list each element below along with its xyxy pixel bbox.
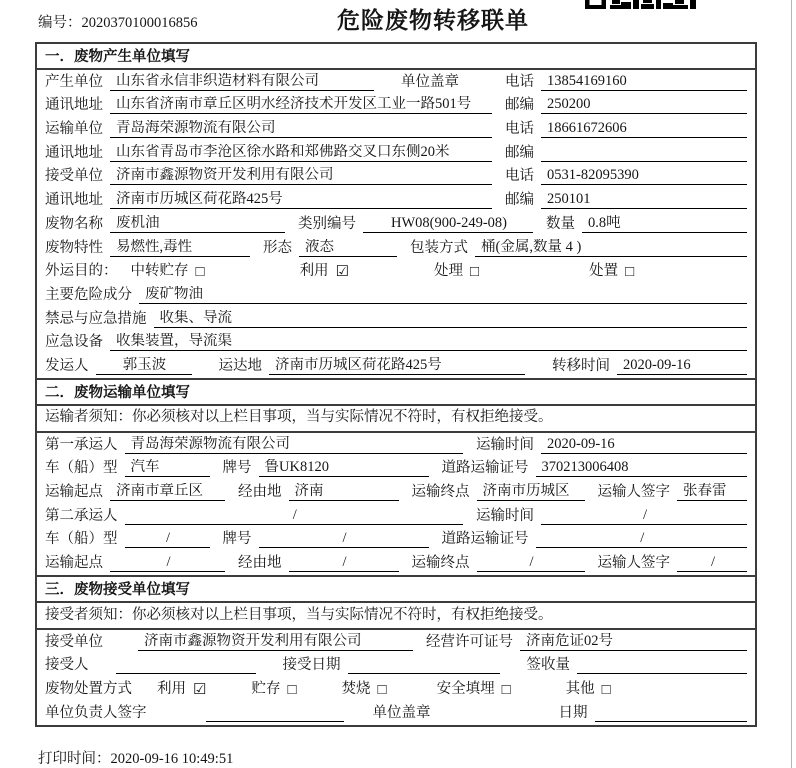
field-label: 运输时间 bbox=[476, 436, 534, 453]
form-row bbox=[37, 141, 755, 165]
checkbox-field bbox=[251, 681, 296, 698]
field-value: 郭玉波 bbox=[96, 357, 192, 375]
checkbox-label: 安全填埋 bbox=[436, 681, 495, 698]
field-value: 济南市历城区荷花路425号 bbox=[110, 191, 492, 209]
checkbox-field bbox=[434, 263, 479, 280]
field-label: 牌号 bbox=[222, 460, 252, 477]
field-label: 运输时间 bbox=[476, 507, 534, 524]
field-label: 电话 bbox=[505, 73, 534, 90]
field-label: 邮编 bbox=[505, 144, 534, 161]
checkbox-unchecked-icon: □ bbox=[601, 682, 611, 699]
field-value: 济南 bbox=[289, 483, 399, 501]
form-row bbox=[37, 551, 755, 575]
form-row bbox=[37, 212, 755, 236]
field-value: 山东省永信非织造材料有限公司 bbox=[110, 73, 374, 91]
form-row bbox=[37, 70, 755, 94]
field-label: 形态 bbox=[263, 239, 292, 256]
checkbox-label: 利用 bbox=[157, 681, 186, 698]
field-label: 废物名称 bbox=[45, 215, 103, 232]
field-label: 道路运输证号 bbox=[441, 460, 529, 477]
checkbox-unchecked-icon: □ bbox=[195, 264, 205, 281]
field-label: 发运人 bbox=[45, 357, 89, 374]
field-label: 运输人签字 bbox=[597, 555, 670, 572]
field-value: / bbox=[536, 530, 748, 548]
field-label: 产生单位 bbox=[45, 73, 103, 90]
checkbox-label: 利用 bbox=[299, 263, 329, 280]
field-value: / bbox=[289, 554, 399, 572]
checkbox-field bbox=[157, 681, 206, 698]
form-row bbox=[37, 654, 755, 678]
page-title: 危险废物转移联单 bbox=[337, 8, 529, 33]
section-title: 一．废物产生单位填写 bbox=[37, 44, 755, 70]
carrier-notice bbox=[37, 406, 755, 433]
static-text: 单位盖章 bbox=[401, 73, 459, 90]
field-value: 废机油 bbox=[110, 215, 285, 233]
field-label: 包装方式 bbox=[410, 239, 468, 256]
field-label: 单位负责人签字 bbox=[45, 704, 147, 721]
field-value: 山东省青岛市李沧区徐水路和郑佛路交叉口东侧20米 bbox=[110, 144, 492, 162]
field-value: 2020-09-16 bbox=[617, 357, 747, 375]
field-label: 车（船）型 bbox=[45, 531, 118, 548]
field-label: 数量 bbox=[546, 215, 575, 232]
form-row bbox=[37, 307, 755, 331]
field-value bbox=[541, 144, 747, 162]
field-value: 青岛海荣源物流有限公司 bbox=[110, 120, 492, 138]
checkbox-unchecked-icon: □ bbox=[377, 682, 387, 699]
checkbox-unchecked-icon: □ bbox=[501, 682, 511, 699]
field-label: 接受日期 bbox=[282, 657, 341, 674]
field-value: 0.8吨 bbox=[582, 215, 747, 233]
field-label: 运输单位 bbox=[45, 121, 103, 138]
form-section bbox=[37, 378, 755, 575]
field-label: 牌号 bbox=[222, 531, 252, 548]
checkbox-label: 贮存 bbox=[251, 681, 281, 698]
field-label: 通讯地址 bbox=[45, 144, 103, 161]
field-value: / bbox=[259, 530, 429, 548]
field-value: 济南市历城区荷花路425号 bbox=[269, 357, 525, 375]
form-row bbox=[37, 630, 755, 654]
field-value: 液态 bbox=[299, 239, 397, 257]
field-value bbox=[595, 704, 748, 722]
field-label: 通讯地址 bbox=[45, 192, 103, 209]
field-label: 邮编 bbox=[505, 192, 534, 209]
field-label: 转移时间 bbox=[552, 357, 610, 374]
checkbox-field bbox=[300, 263, 349, 280]
field-label: 道路运输证号 bbox=[441, 531, 529, 548]
checkbox-field bbox=[131, 263, 205, 280]
static-text: 单位盖章 bbox=[372, 704, 431, 721]
checkbox-label: 焚烧 bbox=[341, 681, 371, 698]
field-label: 废物特性 bbox=[45, 239, 103, 256]
field-value: / bbox=[125, 530, 210, 548]
form-section bbox=[37, 575, 755, 725]
checkbox-field bbox=[342, 681, 387, 698]
field-value bbox=[577, 656, 747, 674]
field-value: 济南市鑫源物资开发利用有限公司 bbox=[110, 167, 492, 185]
field-value: HW08(900-249-08) bbox=[363, 215, 533, 233]
checkbox-label: 处理 bbox=[434, 263, 464, 280]
field-label: 主要危险成分 bbox=[45, 286, 132, 303]
form-row bbox=[37, 283, 755, 307]
field-value: 废矿物油 bbox=[139, 286, 747, 304]
print-time-value: 2020-09-16 10:49:51 bbox=[110, 751, 234, 767]
serial-label: 编号： bbox=[38, 15, 82, 31]
static-text: 运输者须知：你必须核对以上栏目事项，当与实际情况不符时，有权拒绝接受。 bbox=[45, 409, 553, 426]
field-value: / bbox=[677, 554, 747, 572]
field-value: 汽车 bbox=[125, 459, 210, 477]
field-label: 签收量 bbox=[526, 657, 570, 674]
field-label: 运输终点 bbox=[411, 484, 470, 500]
field-label: 经由地 bbox=[238, 555, 282, 572]
form-row bbox=[37, 354, 755, 378]
form-row bbox=[37, 236, 755, 260]
serial-value: 2020370100016856 bbox=[81, 15, 198, 31]
field-label: 外运目的： bbox=[45, 263, 118, 280]
field-label: 运输人签字 bbox=[597, 484, 670, 500]
checkbox-field bbox=[566, 681, 611, 698]
field-label: 电话 bbox=[505, 121, 534, 138]
form-row bbox=[37, 528, 755, 552]
checkbox-unchecked-icon: □ bbox=[625, 264, 635, 281]
field-value: 13854169160 bbox=[541, 73, 747, 91]
field-value: 18661672606 bbox=[541, 120, 747, 138]
field-label: 应急设备 bbox=[45, 334, 103, 351]
field-label: 电话 bbox=[505, 168, 534, 185]
field-label: 日期 bbox=[558, 704, 588, 721]
field-value: 收集、导流 bbox=[154, 310, 748, 328]
checkbox-label: 其他 bbox=[565, 681, 595, 698]
field-value: 鲁UK8120 bbox=[259, 459, 429, 477]
field-value: 山东省济南市章丘区明水经济技术开发区工业一路501号 bbox=[110, 96, 492, 114]
field-value: 250200 bbox=[541, 96, 747, 114]
field-value: 济南市历城区 bbox=[477, 483, 585, 501]
form-table bbox=[35, 42, 757, 727]
checkbox-checked-icon: ☑ bbox=[335, 264, 350, 281]
field-value: / bbox=[125, 507, 464, 525]
field-label: 车（船）型 bbox=[45, 460, 118, 477]
field-value: 易燃性,毒性 bbox=[110, 239, 250, 257]
field-value: 2020-09-16 bbox=[541, 436, 747, 454]
field-value bbox=[206, 704, 344, 722]
static-text: 接受者须知：你必须核对以上栏目事项，当与实际情况不符时，有权拒绝接受。 bbox=[45, 606, 553, 623]
form-section bbox=[37, 44, 755, 378]
field-value: 济南危证02号 bbox=[520, 633, 747, 651]
field-value bbox=[348, 656, 500, 674]
field-label: 接受单位 bbox=[45, 633, 103, 650]
form-row bbox=[37, 117, 755, 141]
field-value: 济南市章丘区 bbox=[110, 483, 225, 501]
form-row bbox=[37, 94, 755, 118]
form-row bbox=[37, 188, 755, 212]
field-value: 青岛海荣源物流有限公司 bbox=[125, 436, 464, 454]
checkbox-field bbox=[437, 681, 511, 698]
checkbox-checked-icon: ☑ bbox=[193, 682, 207, 699]
form-row bbox=[37, 504, 755, 528]
checkbox-unchecked-icon: □ bbox=[287, 682, 297, 699]
field-label: 类别编号 bbox=[298, 215, 356, 232]
field-value: 0531-82095390 bbox=[541, 167, 747, 185]
form-row bbox=[37, 457, 755, 481]
field-label: 废物处置方式 bbox=[45, 681, 132, 698]
field-label: 运输终点 bbox=[411, 555, 470, 572]
form-row bbox=[37, 701, 755, 725]
page-edge-divider bbox=[791, 0, 792, 768]
field-value: 桶(金属,数量 4 ) bbox=[475, 239, 747, 257]
form-row bbox=[37, 480, 755, 504]
form-row bbox=[37, 260, 755, 284]
field-label: 禁忌与应急措施 bbox=[45, 310, 147, 327]
field-label: 邮编 bbox=[505, 97, 534, 114]
field-value: 370213006408 bbox=[536, 459, 748, 477]
field-value: 收集装置，导流渠 bbox=[110, 333, 747, 351]
checkbox-label: 处置 bbox=[589, 263, 619, 280]
field-label: 运输起点 bbox=[45, 484, 103, 500]
field-value bbox=[116, 656, 256, 674]
section-title: 二．废物运输单位填写 bbox=[37, 380, 755, 406]
field-value: 250101 bbox=[541, 191, 747, 209]
form-row bbox=[37, 165, 755, 189]
field-label: 接受人 bbox=[45, 657, 89, 674]
field-value: 张春雷 bbox=[677, 483, 747, 501]
section-title: 三．废物接受单位填写 bbox=[37, 577, 755, 603]
field-label: 经由地 bbox=[238, 484, 282, 500]
field-label: 第二承运人 bbox=[45, 507, 118, 524]
checkbox-field bbox=[589, 263, 634, 280]
field-value: / bbox=[541, 507, 747, 525]
field-value: / bbox=[477, 554, 585, 572]
field-label: 经营许可证号 bbox=[426, 633, 513, 650]
form-row bbox=[37, 677, 755, 701]
field-value: / bbox=[110, 554, 225, 572]
field-label: 运输起点 bbox=[45, 555, 103, 572]
field-value: 济南市鑫源物资开发利用有限公司 bbox=[138, 633, 413, 651]
field-label: 通讯地址 bbox=[45, 97, 103, 114]
field-label: 接受单位 bbox=[45, 168, 103, 185]
print-time-line bbox=[38, 747, 233, 768]
form-row bbox=[37, 433, 755, 457]
form-row bbox=[37, 331, 755, 355]
field-label: 运达地 bbox=[218, 357, 262, 374]
field-label: 第一承运人 bbox=[45, 436, 118, 453]
receiver-notice bbox=[37, 603, 755, 630]
print-time-label: 打印时间： bbox=[38, 751, 111, 767]
checkbox-unchecked-icon: □ bbox=[470, 264, 480, 281]
checkbox-label: 中转贮存 bbox=[130, 263, 189, 280]
